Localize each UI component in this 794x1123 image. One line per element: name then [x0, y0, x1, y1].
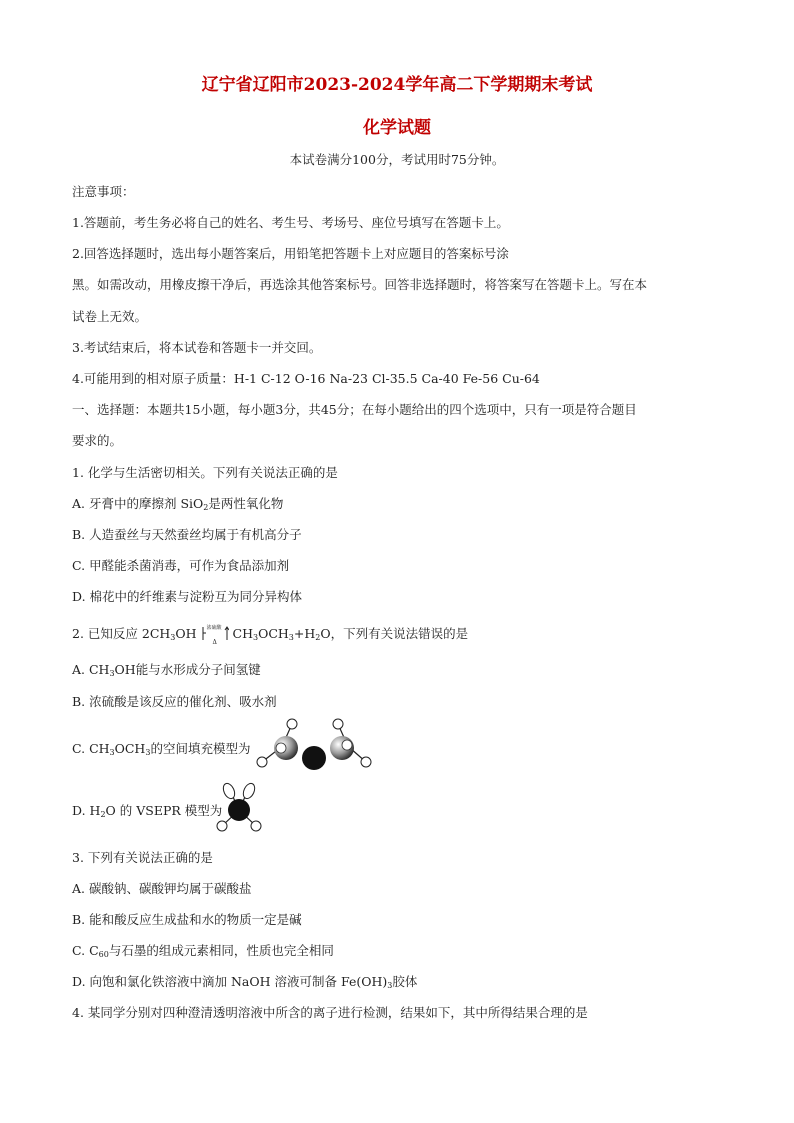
q2-a-text-post: OH能与水形成分子间氢键	[114, 662, 261, 677]
q2-stem-part: O，下列有关说法错误的是	[320, 626, 469, 641]
q1-a-sub: 2	[203, 503, 209, 512]
q2-a-text: A. CH	[72, 662, 110, 677]
q2-option-a	[72, 662, 261, 682]
q2-sub: 2	[315, 633, 321, 642]
q1-option-b: B. 人造蚕丝与天然蚕丝均属于有机高分子	[72, 527, 302, 542]
q1-a-text-post: 是两性氧化物	[208, 496, 284, 511]
note-2-line-2: 黑。如需改动，用橡皮擦干净后，再选涂其他答案标号。回答非选择题时，将答案写在答题卡上。写在本	[72, 277, 648, 292]
note-3: 3.考试结束后，将本试卷和答题卡一并交回。	[72, 340, 322, 355]
q2-stem-part: CH	[232, 626, 253, 641]
q2-option-d	[72, 803, 222, 823]
note-2-line-3: 试卷上无效。	[72, 309, 148, 324]
q2-a-sub: 3	[109, 669, 115, 678]
q4-stem: 4. 某同学分别对四种澄清透明溶液中所含的离子进行检测，结果如下，其中所得结果合理的是	[72, 1005, 588, 1020]
exam-info: 本试卷满分100分，考试用时75分钟。	[289, 152, 505, 167]
q3-option-c	[72, 943, 334, 963]
q2-stem-part: 2. 已知反应 2CH	[72, 626, 171, 641]
q3-c-text-post: 与石墨的组成元素相同，性质也完全相同	[108, 943, 334, 958]
section-1-line-2: 要求的。	[72, 433, 123, 448]
q2-option-b: B. 浓硫酸是该反应的催化剂、吸水剂	[72, 694, 277, 709]
q3-option-b: B. 能和酸反应生成盐和水的物质一定是碱	[72, 912, 302, 927]
q2-stem-part: OH	[175, 626, 197, 641]
q2-sub: 3	[170, 633, 176, 642]
q1-stem: 1. 化学与生活密切相关。下列有关说法正确的是	[72, 465, 338, 480]
q2-c-sub: 3	[109, 748, 115, 757]
q2-d-text-post: O 的 VSEPR 模型为	[105, 803, 223, 818]
q3-d-text: D. 向饱和氯化铁溶液中滴加 NaOH 溶液可制备 Fe(OH)	[72, 974, 388, 989]
exam-subtitle: 化学试题	[363, 118, 431, 138]
note-4: 4.可能用到的相对原子质量：H-1 C-12 O-16 Na-23 Cl-35.5 Ca-40 Fe-56 Cu-64	[72, 371, 540, 386]
note-2-line-1: 2.回答选择题时，选出每小题答案后，用铅笔把答题卡上对应题目的答案标号涂	[72, 246, 509, 261]
q2-sub: 3	[252, 633, 259, 642]
q3-c-sub: 60	[98, 950, 109, 959]
q2-c-text: C. CH	[72, 741, 110, 756]
q2-stem	[72, 626, 468, 646]
q1-option-d: D. 棉花中的纤维素与淀粉互为同分异构体	[72, 589, 303, 604]
q2-d-sub: 2	[100, 810, 106, 819]
q2-c-sub: 3	[145, 748, 151, 757]
section-1-line-1: 一、选择题：本题共15小题，每小题3分，共45分；在每小题给出的四个选项中，只有一项是符合题目	[72, 402, 637, 417]
q2-c-text: OCH	[114, 741, 146, 756]
condition-top: 浓硫酸	[206, 625, 222, 631]
note-1: 1.答题前，考生务必将自己的姓名、考生号、考场号、座位号填写在答题卡上。	[72, 215, 509, 230]
q2-option-c	[72, 741, 250, 761]
q2-sub: 3	[288, 633, 294, 642]
q3-option-a: A. 碳酸钠、碳酸钾均属于碳酸盐	[72, 881, 252, 896]
exam-title: 辽宁省辽阳市2023-2024学年高二下学期期末考试	[201, 75, 593, 95]
q2-c-text-post: 的空间填充模型为	[150, 741, 251, 756]
q3-option-d	[72, 974, 417, 994]
q3-d-text-post: 胶体	[392, 974, 418, 989]
q3-stem: 3. 下列有关说法正确的是	[72, 850, 213, 865]
reaction-condition-arrow	[201, 625, 229, 646]
q3-d-sub: 3	[387, 981, 393, 990]
condition-bottom: Δ	[212, 639, 217, 646]
q2-d-text: D. H	[72, 803, 101, 818]
q2-stem-part: +H	[293, 626, 316, 641]
dimethyl-ether-space-filling-model	[254, 718, 374, 778]
q1-a-text: A. 牙膏中的摩擦剂 SiO	[72, 496, 204, 511]
notes-heading: 注意事项：	[72, 184, 135, 199]
q1-option-c: C. 甲醛能杀菌消毒，可作为食品添加剂	[72, 558, 290, 573]
q2-stem-part: OCH	[258, 626, 289, 641]
q3-c-text: C. C	[72, 943, 99, 958]
water-vsepr-model	[214, 778, 266, 834]
q1-option-a	[72, 496, 283, 516]
